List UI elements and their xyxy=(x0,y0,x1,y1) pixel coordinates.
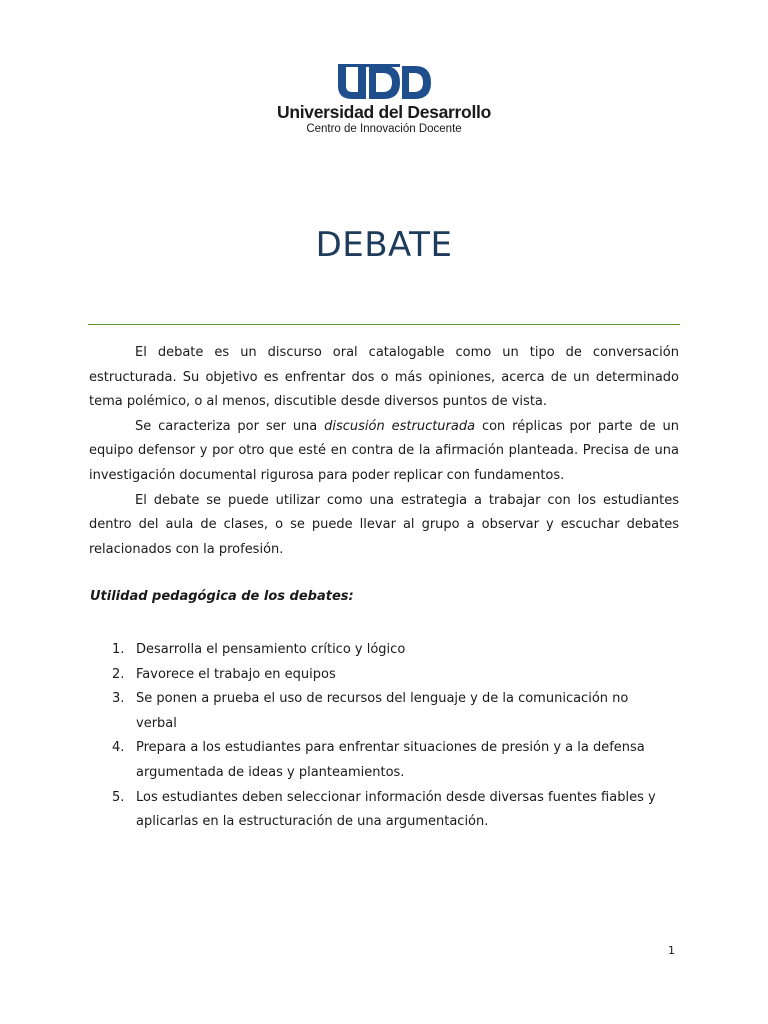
paragraph-3: El debate se puede utilizar como una estrategia a trabajar con los estudiantes dentro del aula de clases, o se puede llevar al grupo a observar y escuchar debates relacionados con la profesión. xyxy=(89,492,679,557)
list-item-number: 5. xyxy=(112,789,125,805)
list-item xyxy=(112,663,672,688)
paragraph-2-end: con réplicas por parte de un equipo defensor y por otro que esté en contra de la afirmación planteada. Precisa de una investigación documental rigurosa para poder replicar con fundamentos. xyxy=(89,418,679,483)
paragraph-2-emphasis: discusión estructurada xyxy=(324,418,476,434)
list-item xyxy=(112,786,672,835)
document-body xyxy=(89,341,679,562)
paragraph-1: El debate es un discurso oral catalogable como un tipo de conversación estructurada. Su objetivo es enfrentar dos o más opiniones, acerca de un determinado tema polémico, o al menos, discutible desde diversos puntos de vista. xyxy=(89,345,679,410)
list-item-number: 4. xyxy=(112,740,125,756)
list-item-number: 2. xyxy=(112,666,125,682)
paragraph-2-start: Se caracteriza por ser una xyxy=(135,418,325,434)
list-item-number: 3. xyxy=(112,691,125,707)
list-item-text: Prepara a los estudiantes para enfrentar situaciones de presión y a la defensa argumentada de ideas y planteamientos. xyxy=(136,740,645,780)
list-item-number: 1. xyxy=(112,642,125,657)
benefits-list xyxy=(112,638,672,835)
list-item-text: Los estudiantes deben seleccionar información desde diversas fuentes fiables y aplicarlas en la estructuración de una argumentación. xyxy=(136,789,656,830)
list-item xyxy=(112,638,672,663)
paragraph-2 xyxy=(89,415,679,489)
section-heading: Utilidad pedagógica de los debates: xyxy=(90,589,354,604)
list-item xyxy=(112,687,672,736)
center-name: Centro de Innovación Docente xyxy=(306,123,462,135)
list-item-text: Desarrolla el pensamiento crítico y lógico xyxy=(136,642,406,657)
page-number: 1 xyxy=(668,944,675,957)
university-name: Universidad del Desarrollo xyxy=(277,102,491,122)
title-divider xyxy=(88,324,680,325)
document-title: DEBATE xyxy=(315,225,453,265)
udd-logo-mark xyxy=(336,62,432,100)
udd-logo xyxy=(0,62,768,136)
list-item-text: Se ponen a prueba el uso de recursos del lenguaje y de la comunicación no verbal xyxy=(136,691,629,731)
list-item-text: Favorece el trabajo en equipos xyxy=(136,666,336,682)
list-item xyxy=(112,736,672,785)
